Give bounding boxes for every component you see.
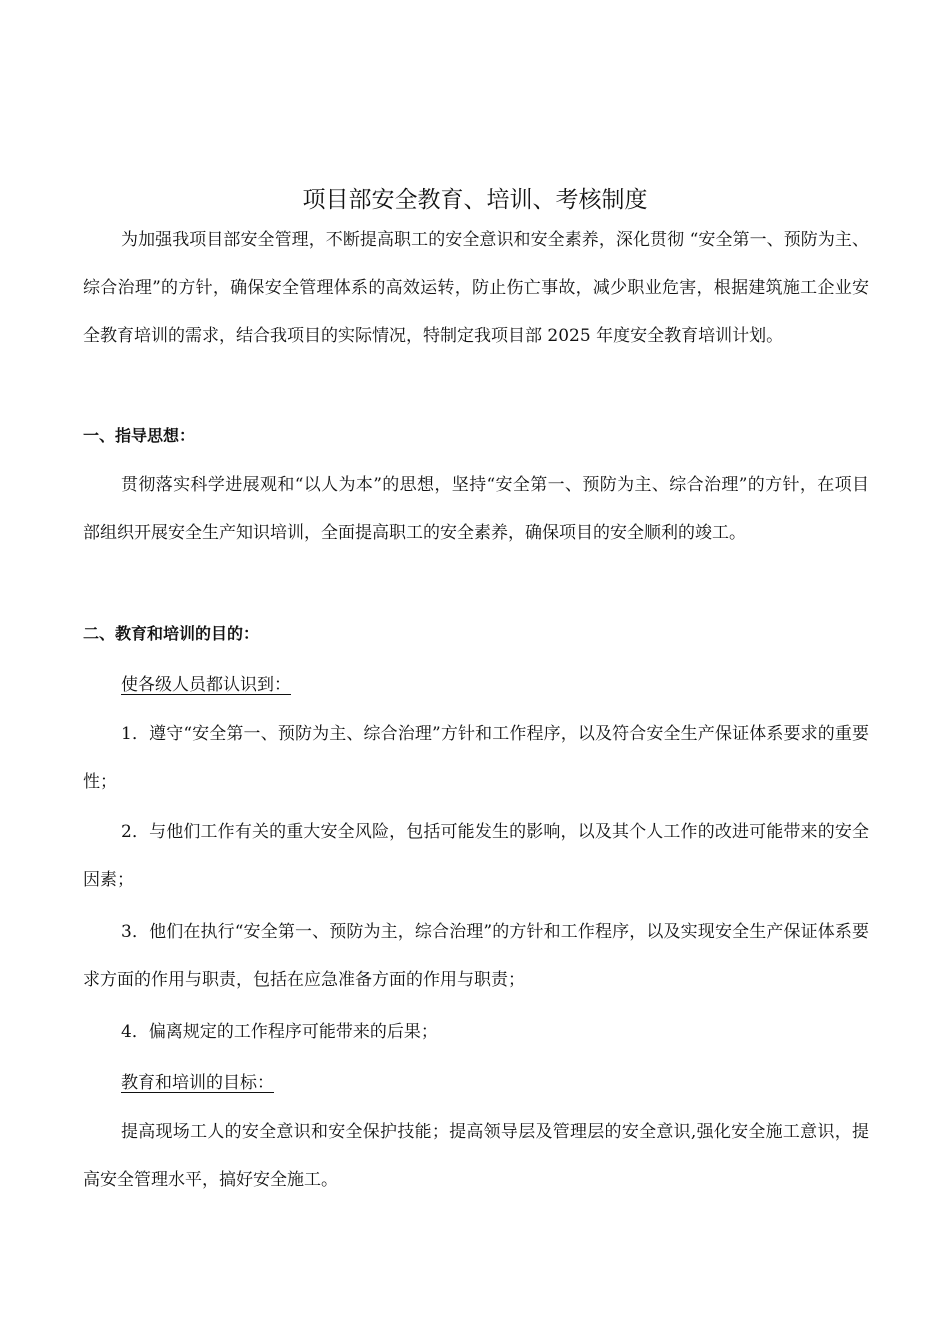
subheading-awareness-text: 使各级人员都认识到： (121, 675, 291, 695)
section-heading-guiding-ideology: 一、指导思想： (83, 426, 196, 445)
training-goals-paragraph: 提高现场工人的安全意识和安全保护技能；提高领导层及管理层的安全意识,强化安全施工意识，提高安全管理水平，搞好安全施工。 (83, 1122, 869, 1190)
list-item: 4．偏离规定的工作程序可能带来的后果； (121, 1022, 438, 1042)
list-item: 2．与他们工作有关的重大安全风险，包括可能发生的影响，以及其个人工作的改进可能带来的安全因素； (83, 822, 869, 890)
list-item: 1．遵守“安全第一、预防为主、综合治理”方针和工作程序，以及符合安全生产保证体系要求的重要性； (83, 724, 869, 792)
subheading-training-goals-text: 教育和培训的目标： (121, 1073, 274, 1093)
subheading-awareness (121, 670, 291, 700)
document-title: 项目部安全教育、培训、考核制度 (302, 187, 648, 213)
section-heading-education-purpose: 二、教育和培训的目的： (83, 624, 260, 643)
subheading-training-goals (121, 1068, 274, 1098)
list-item: 3．他们在执行“安全第一、预防为主，综合治理”的方针和工作程序，以及实现安全生产保证体系要求方面的作用与职责，包括在应急准备方面的作用与职责； (83, 922, 869, 990)
intro-paragraph: 为加强我项目部安全管理，不断提高职工的安全意识和安全素养，深化贯彻 “安全第一、预防为主、综合治理”的方针，确保安全管理体系的高效运转，防止伤亡事故，减少职业危害，根据建筑施工企业安全教育培训的需求，结合我项目的实际情况，特制定我项目部 2025 年度安全教育培训计划。 (83, 230, 869, 346)
guiding-ideology-paragraph: 贯彻落实科学进展观和“以人为本”的思想，坚持“安全第一、预防为主、综合治理”的方针，在项目部组织开展安全生产知识培训，全面提高职工的安全素养，确保项目的安全顺利的竣工。 (83, 475, 869, 543)
